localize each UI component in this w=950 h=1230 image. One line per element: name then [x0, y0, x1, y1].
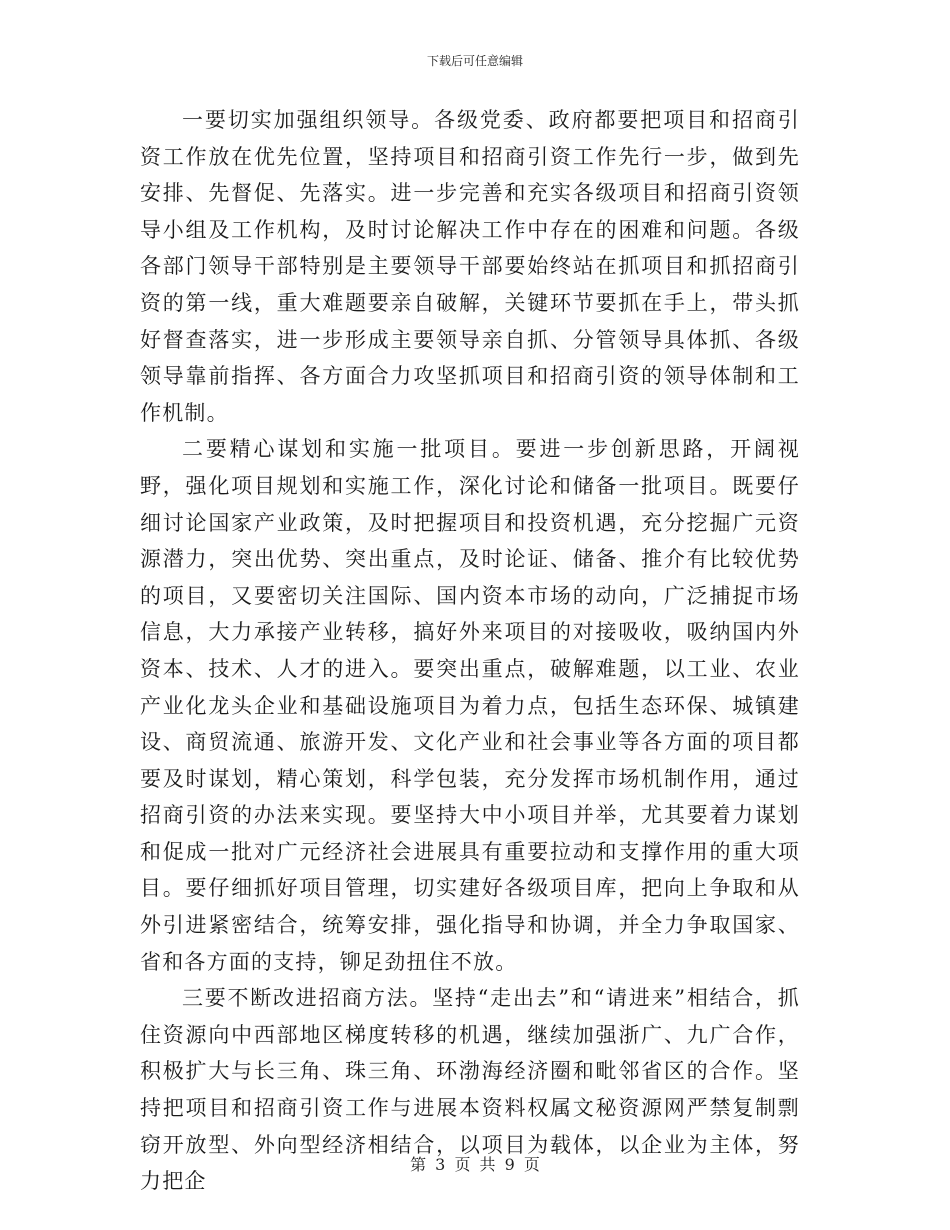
paragraph-2: 二要精心谋划和实施一批项目。要进一步创新思路，开阔视野，强化项目规划和实施工作，深化讨论和储备一批项目。既要仔细讨论国家产业政策，及时把握项目和投资机遇，充分挖掘广元资源潜力，突出优势、突出重点，及时论证、储备、推介有比较优势的项目，又要密切关注国际、国内资本市场的动向，广泛捕捉市场信息，大力承接产业转移，搞好外来项目的对接吸收，吸纳国内外资本、技术、人才的进入。要突出重点，破解难题，以工业、农业产业化龙头企业和基础设施项目为着力点，包括生态环保、城镇建设、商贸流通、旅游开发、文化产业和社会事业等各方面的项目都要及时谋划，精心策划，科学包装，充分发挥市场机制作用，通过招商引资的办法来实现。要坚持大中小项目并举，尤其要着力谋划和促成一批对广元经济社会进展具有重要拉动和支撑作用的重大项目。要仔细抓好项目管理，切实建好各级项目库，把向上争取和从外引进紧密结合，统筹安排，强化指导和协调，并全力争取国家、省和各方面的支持，铆足劲扭住不放。 [140, 437, 800, 974]
paragraph-3: 三要不断改进招商方法。坚持“走出去”和“请进来”相结合，抓住资源向中西部地区梯度转移的机遇，继续加强浙广、九广合作，积极扩大与长三角、珠三角、环渤海经济圈和毗邻省区的合作。坚持把项目和招商引资工作与进展本资料权属文秘资源网严禁复制剽窃开放型、外向型经济相结合，以项目为载体，以企业为主体，努力把企 [140, 986, 800, 1194]
paragraph-1: 一要切实加强组织领导。各级党委、政府都要把项目和招商引资工作放在优先位置，坚持项目和招商引资工作先行一步，做到先安排、先督促、先落实。进一步完善和充实各级项目和招商引资领导小组及工作机构，及时讨论解决工作中存在的困难和问题。各级各部门领导干部特别是主要领导干部要始终站在抓项目和抓招商引资的第一线，重大难题要亲自破解，关键环节要抓在手上，带头抓好督查落实，进一步形成主要领导亲自抓、分管领导具体抓、各级领导靠前指挥、各方面合力攻坚抓项目和招商引资的领导体制和工作机制。 [140, 108, 800, 425]
page-header: 下载后可任意编辑 [426, 54, 523, 68]
document-body [140, 102, 800, 1200]
page-footer-pagination: 第 3 页 共 9 页 [410, 1155, 540, 1174]
